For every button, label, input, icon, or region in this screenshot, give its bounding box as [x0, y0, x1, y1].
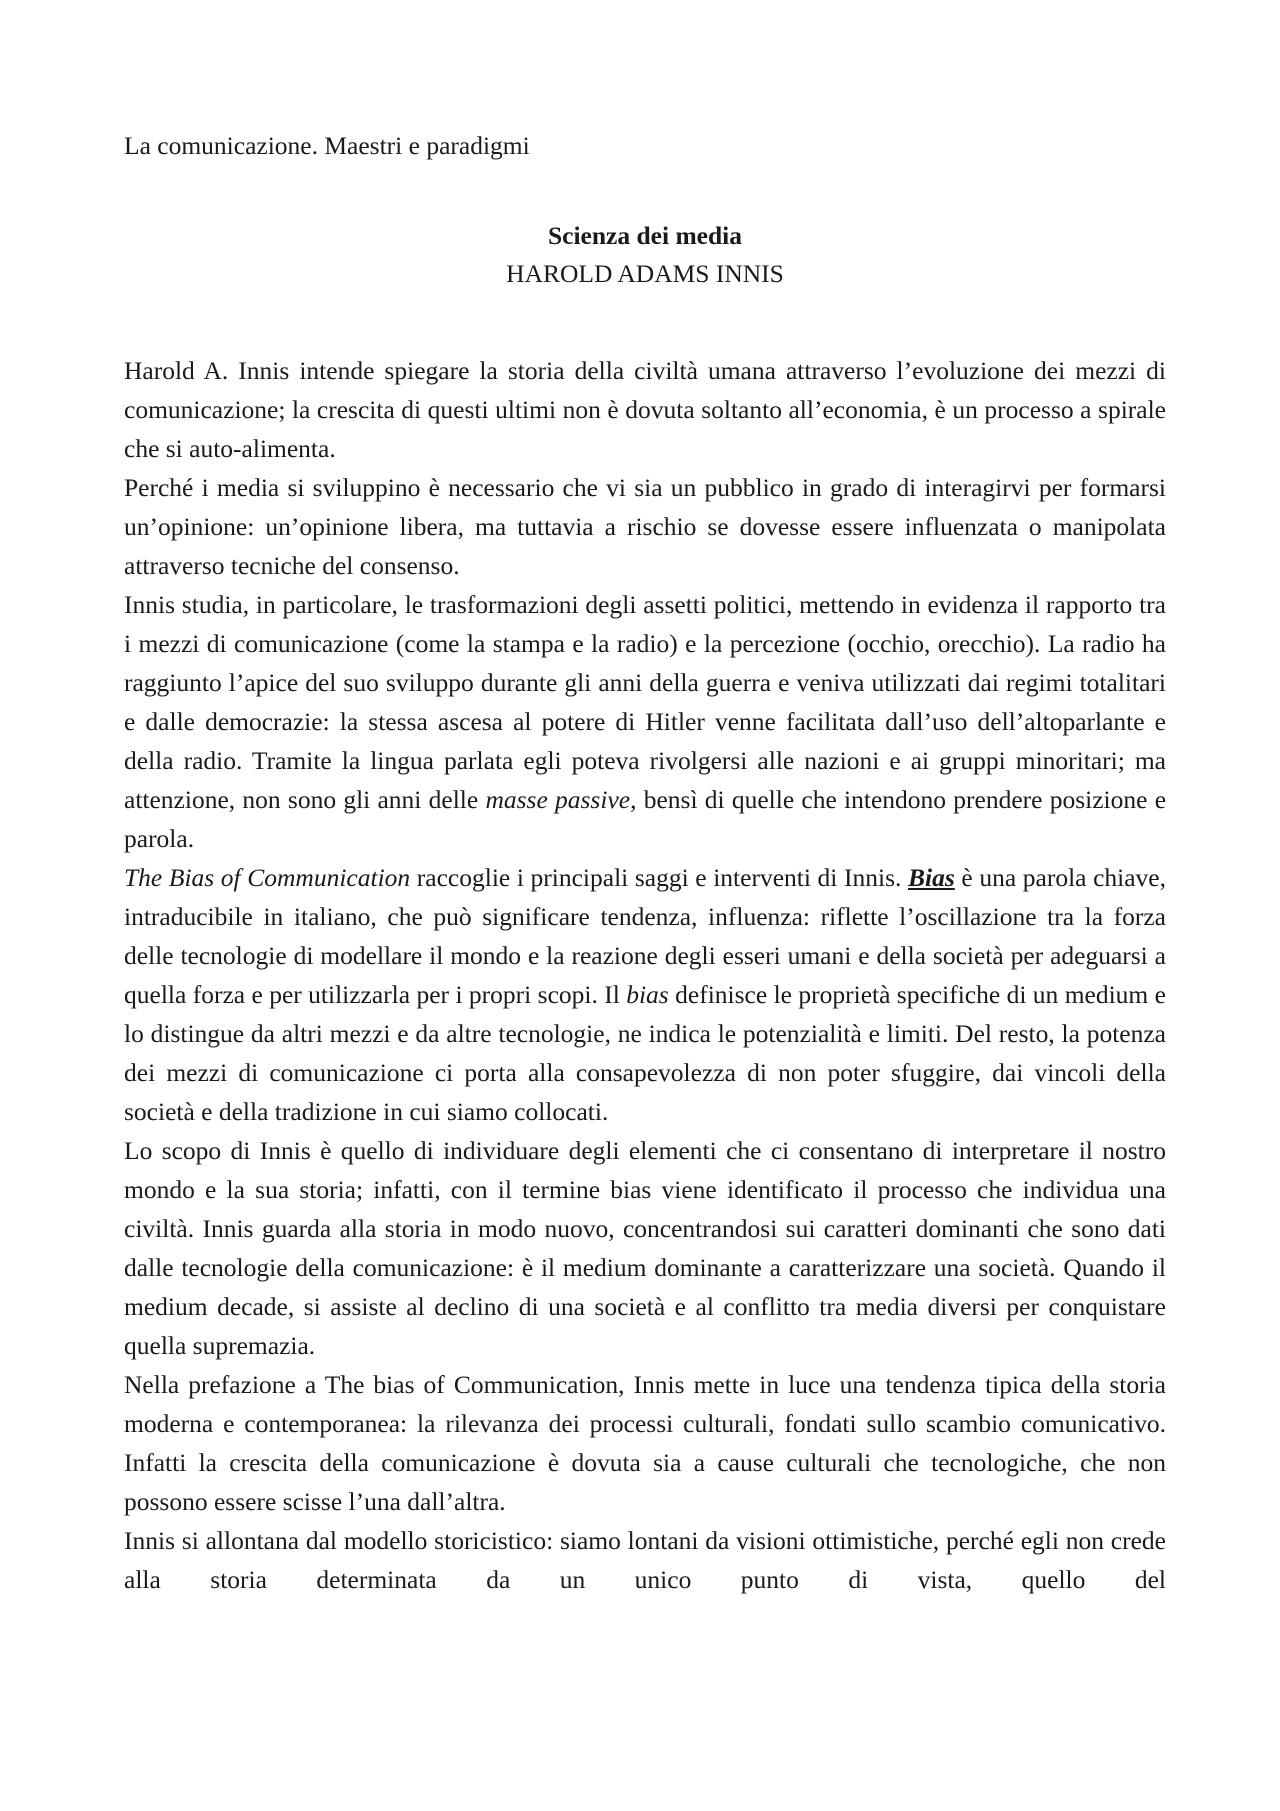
document-page	[124, 127, 1166, 1599]
italic-masse-passive: masse passive	[485, 785, 631, 814]
section-subject: Scienza dei media	[547, 221, 743, 250]
document-header: La comunicazione. Maestri e paradigmi	[124, 131, 530, 160]
paragraph-2: Perché i media si sviluppino è necessario che vi sia un pubblico in grado di interagirvi per formarsi un’opinione: un’opinione libera, ma tuttavia a rischio se dovesse essere influenzata o manipolata attraverso tecniche del consenso.	[124, 473, 1166, 580]
keyword-bias: Bias	[908, 863, 955, 892]
paragraph-1: Harold A. Innis intende spiegare la storia della civiltà umana attraverso l’evoluzione dei mezzi di comunicazione; la crescita di questi ultimi non è dovuta soltanto all’economia, è un processo a spirale che si auto-alimenta.	[124, 356, 1166, 463]
book-title: The Bias of Communication	[124, 863, 411, 892]
paragraph-4-text-a: raccoglie i principali saggi e interventi di Innis.	[410, 863, 908, 892]
document-body	[124, 351, 1166, 1599]
italic-bias: bias	[626, 980, 669, 1009]
title-block	[124, 217, 1166, 293]
paragraph-3-text-b: , bensì di quelle che intendono prendere posizione e parola.	[124, 785, 1167, 853]
paragraph-7: Innis si allontana dal modello storicistico: siamo lontani da visioni ottimistiche, perché egli non crede alla storia determinata da un unico punto di vista, quello del	[124, 1526, 1166, 1594]
paragraph-3-text-a: Innis studia, in particolare, le trasformazioni degli assetti politici, mettendo in evidenza il rapporto tra i mezzi di comunicazione (come la stampa e la radio) e la percezione (occhio, orecchio). La radio ha raggiunto l’apice del suo sviluppo durante gli anni della guerra e veniva utilizzati dai regimi totalitari e dalle democrazie: la stessa ascesa al potere di Hitler venne facilitata dall’uso dell’altoparlante e della radio. Tramite la lingua parlata egli poteva rivolgersi alle nazioni e ai gruppi minoritari; ma attenzione, non sono gli anni delle	[124, 590, 1166, 814]
paragraph-4-text-b: è una parola chiave, intraducibile in italiano, che può significare tendenza, influenza: riflette l’oscillazione tra la forza delle tecnologie di modellare il mondo e la reazione degli esseri umani e della società per adeguarsi a quella forza e per utilizzarla per i propri scopi. Il	[124, 863, 1166, 1009]
paragraph-6: Nella prefazione a The bias of Communication, Innis mette in luce una tendenza tipica della storia moderna e contemporanea: la rilevanza dei processi culturali, fondati sullo scambio comunicativo. Infatti la crescita della comunicazione è dovuta sia a cause culturali che tecnologiche, che non possono essere scisse l’una dall’altra.	[124, 1370, 1166, 1516]
paragraph-4	[124, 858, 1166, 1131]
paragraph-4-text-c: definisce le proprietà specifiche di un medium e lo distingue da altri mezzi e da altre tecnologie, ne indica le potenzialità e limiti. Del resto, la potenza dei mezzi di comunicazione ci porta alla consapevolezza di non poter sfuggire, dai vincoli della società e della tradizione in cui siamo collocati.	[124, 980, 1166, 1126]
paragraph-5: Lo scopo di Innis è quello di individuare degli elementi che ci consentano di interpretare il nostro mondo e la sua storia; infatti, con il termine bias viene identificato il processo che individua una civiltà. Innis guarda alla storia in modo nuovo, concentrandosi sui caratteri dominanti che sono dati dalle tecnologie della comunicazione: è il medium dominante a caratterizzare una società. Quando il medium decade, si assiste al declino di una società e al conflitto tra media diversi per conquistare quella supremazia.	[124, 1136, 1166, 1360]
author-name: HAROLD ADAMS INNIS	[506, 259, 784, 288]
paragraph-3	[124, 585, 1166, 858]
